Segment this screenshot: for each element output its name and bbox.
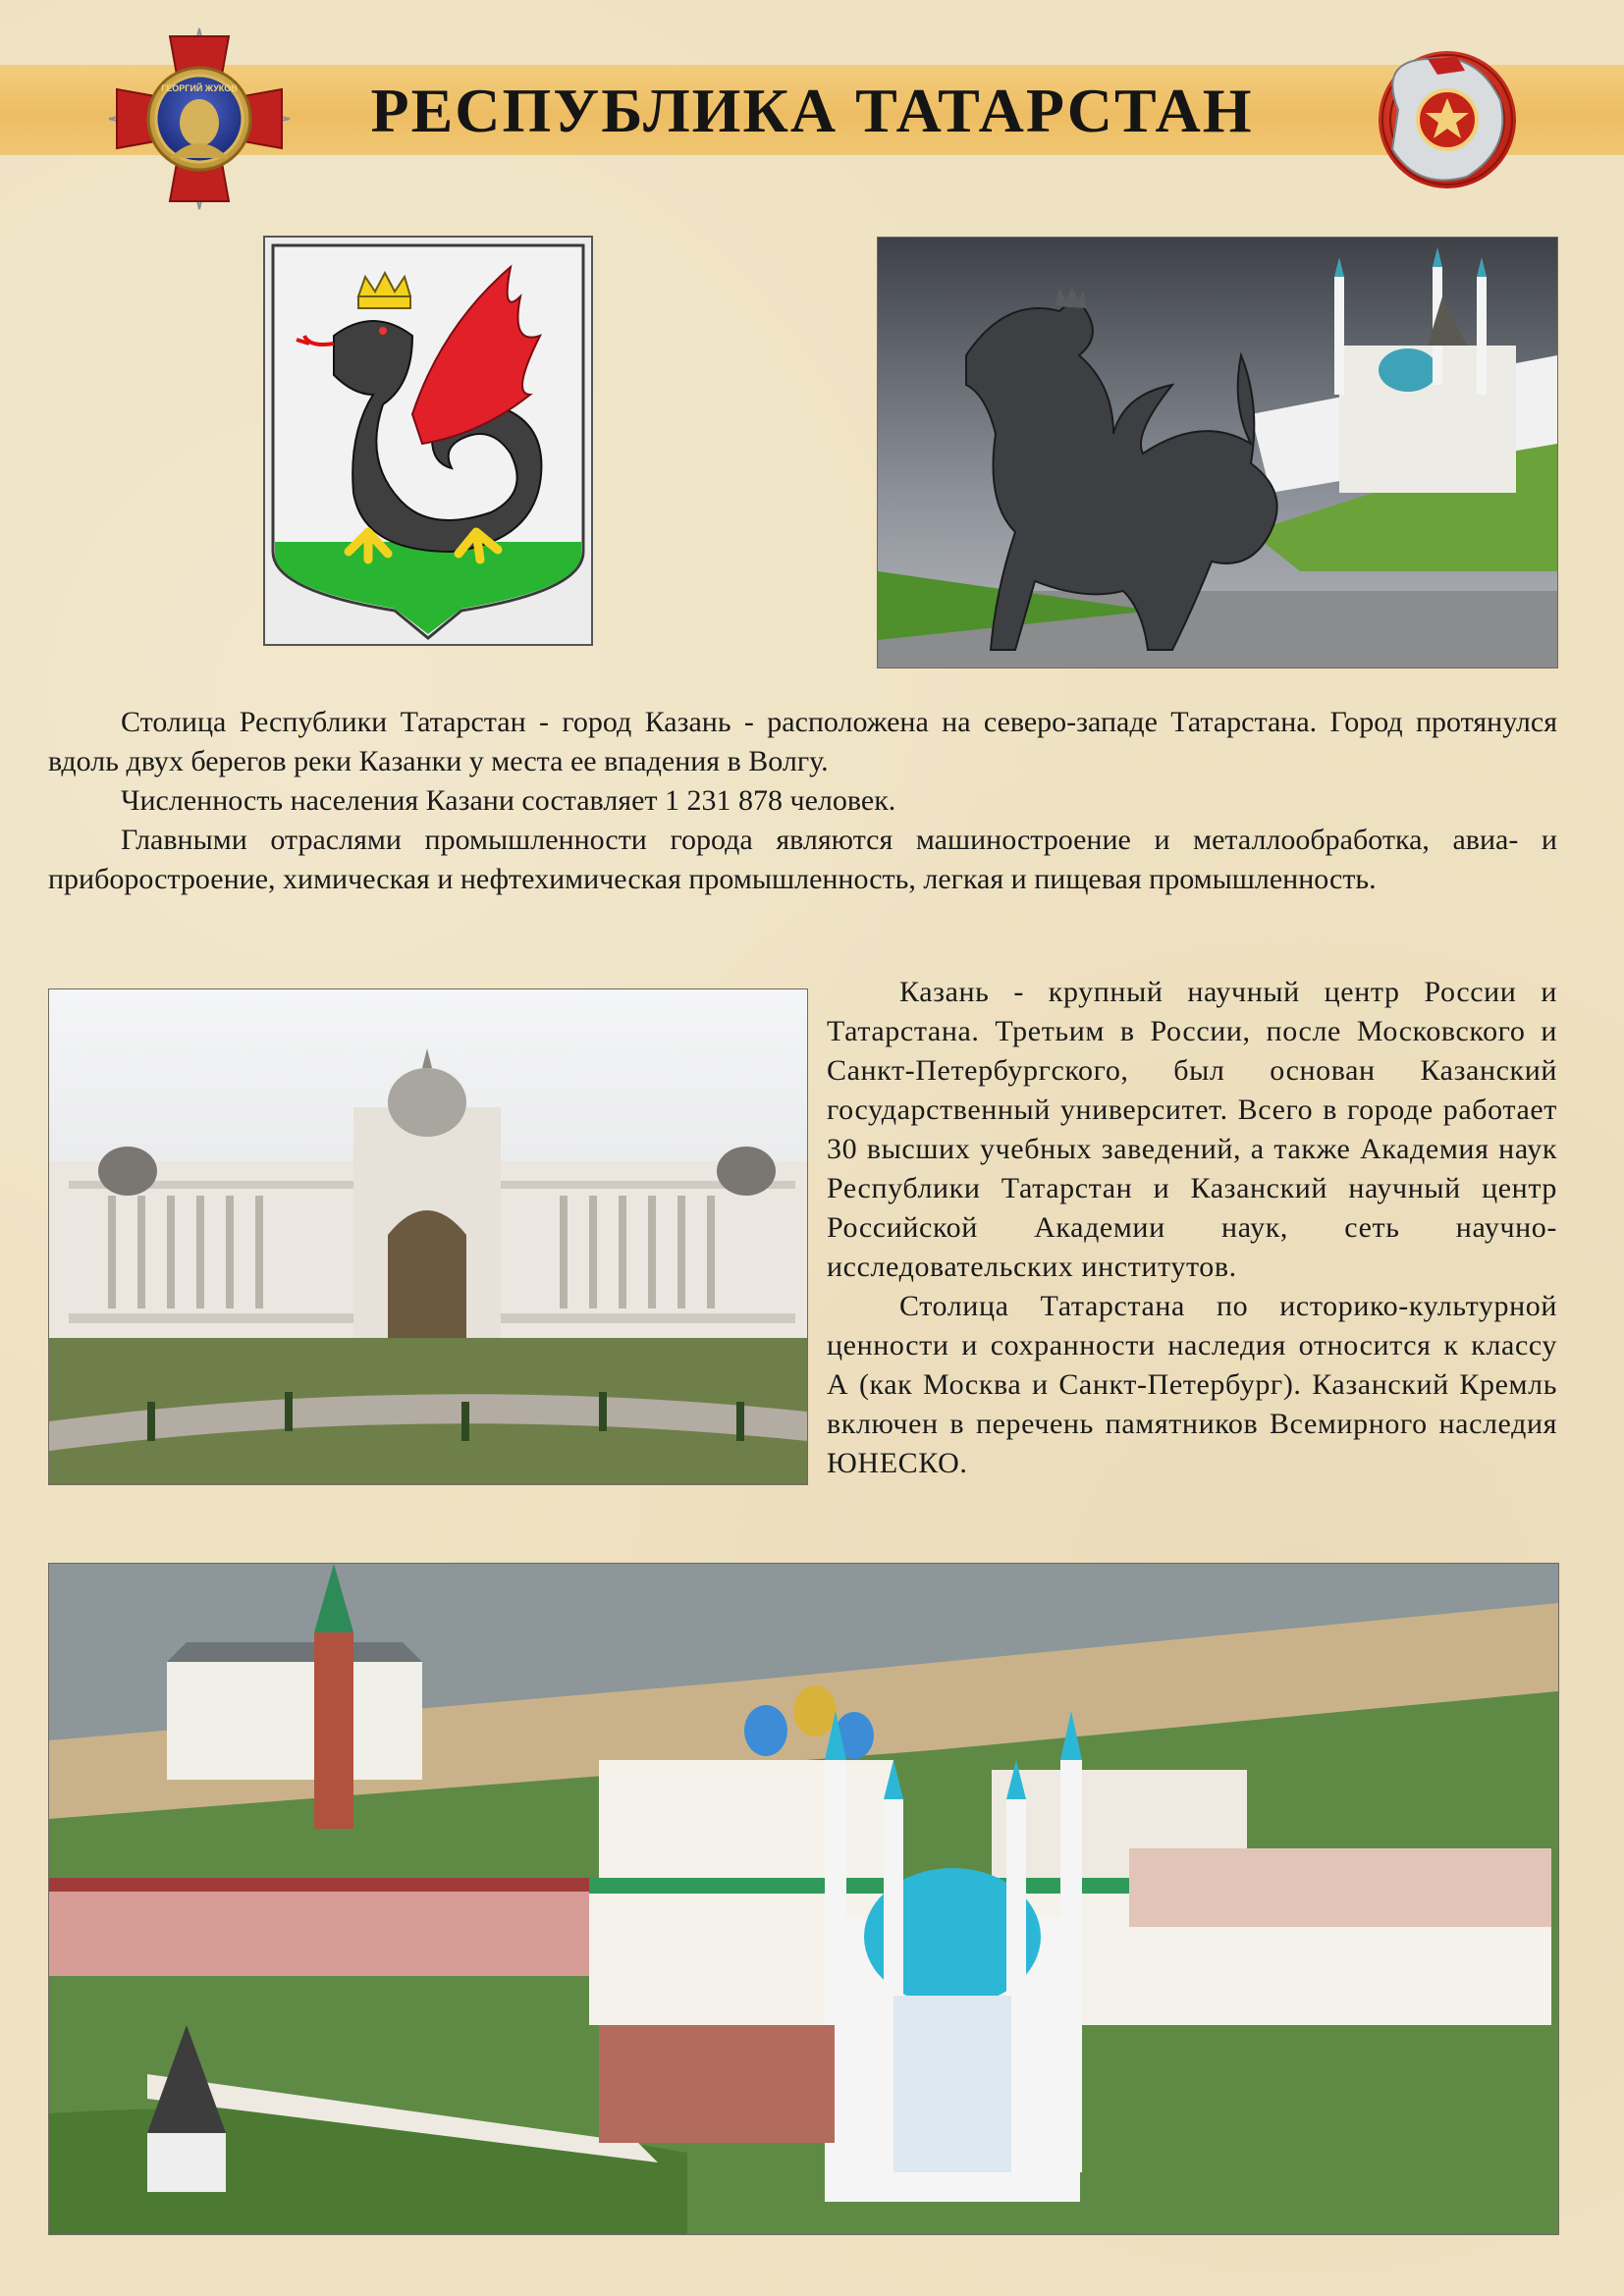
intro-paragraph: Столица Республики Татарстан - город Казань - расположена на северо-западе Татарстана. Город протянулся вдоль двух берегов реки Казанки у места ее впадения в Волгу. <box>48 706 1557 777</box>
order-of-red-banner-icon <box>1375 29 1520 210</box>
svg-text:ГЕОРГИЙ ЖУКОВ: ГЕОРГИЙ ЖУКОВ <box>161 83 238 93</box>
palace-photo <box>48 988 808 1485</box>
science-text <box>827 973 1557 1483</box>
zilant-statue-photo <box>877 237 1558 668</box>
kazan-coat-of-arms-image <box>263 236 593 646</box>
intro-text <box>48 703 1557 899</box>
kremlin-aerial-photo <box>48 1563 1559 2235</box>
intro-paragraph: Численность населения Казани составляет 1 231 878 человек. <box>121 784 896 817</box>
intro-paragraph: Главными отраслями промышленности города являются машиностроение и металлообработка, авиа- и приборостроение, химическая и нефтехимическая промышленность, легкая и пищевая промышленность. <box>48 824 1557 895</box>
page-title: РЕСПУБЛИКА ТАТАРСТАН <box>370 76 1254 145</box>
science-paragraph: Казань - крупный научный центр России и Татарстана. Третьим в России, после Московского и Санкт-Петербургского, был основан Казанский государственный университет. Всего в городе работает 30 высших учебных заведений, а также Академия наук Республики Татарстан и Казанский научный центр Российской Академии наук, сеть научно-исследовательских институтов. <box>827 976 1557 1283</box>
order-of-georgy-zhukov-icon <box>108 27 291 210</box>
science-paragraph: Столица Татарстана по историко-культурной ценности и сохранности наследия относится к классу А (как Москва и Санкт-Петербург). Казанский Кремль включен в перечень памятников Всемирного наследия ЮНЕСКО. <box>827 1290 1557 1479</box>
